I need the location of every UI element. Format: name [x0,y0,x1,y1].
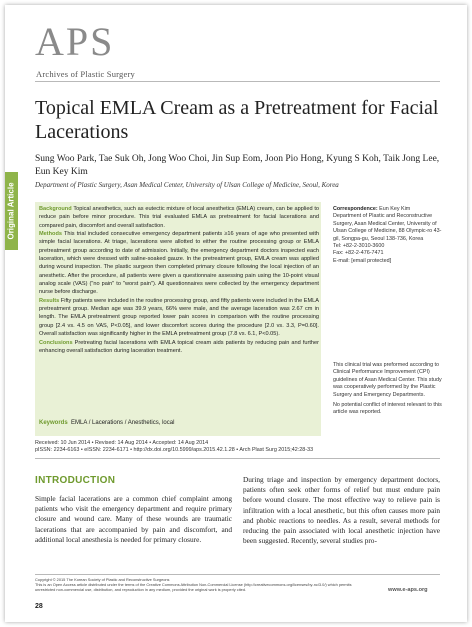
abstract-background-text: Topical anesthetics, such as eutectic mixture of local anesthetics (EMLA) cream, can be applied to reduce pain before minor procedure. This trial evaluated EMLA as pretreatment for facial lacerations and compared pain, discomfort and overall satisfaction. [39,206,320,229]
correspondence-name: Eun Key Kim [379,206,411,212]
header-divider [35,81,440,82]
abstract-methods [39,230,319,297]
introduction-column-right: During triage and inspection by emergency department doctors, patients often seek other forms of relief but must endure pain before wound closure. The most effective way to relieve pain is infiltration with a local anesthetic, but this often causes more pain and phobic reactions to needles. As a result, several methods for reducing the pain associated with local anesthetic injection have been suggested. Recently, several studies pro- [243,475,440,546]
abstract-conclusions-text: Pretreating facial lacerations with EMLA topical cream aids patients by reducing pain and further enhancing overall satisfaction during laceration treatment. [39,339,319,354]
correspondence-heading: Correspondence: [333,206,378,212]
keywords [39,420,319,426]
abstract-conclusions-heading: Conclusions [39,339,73,346]
page-number: 28 [35,603,43,610]
author-list: Sung Woo Park, Tae Suk Oh, Jong Woo Choi, Jin Sup Eom, Joon Pio Hong, Kyung S Koh, Taik Jong Lee, Eun Key Kim [35,154,440,177]
conflict-note: No potential conflict of interest relevant to this article was reported. [333,402,442,416]
article-title: Topical EMLA Cream as a Pretreatment for Facial Lacerations [35,97,439,143]
journal-logo: APS [35,19,115,64]
abstract-background-heading: Background [39,206,72,212]
journal-url-link[interactable]: www.e-aps.org [388,587,428,593]
footer-divider [35,574,440,575]
correspondence-tel: Tel: +82-2-3010-3600 [333,243,385,250]
license-text: This is an Open Access article distributed under the terms of the Creative Commons Attribution Non-Commercial License (http://creativecommons.org/licenses/by-nc/3.0/) which permits unrestricted non-commercial use, distribution, and reproduction in any medium, provided the original work is properly cited. [35,582,352,592]
introduction-column-left: Simple facial lacerations are a common chief complaint among patients who visit the emergency department and require primary closure and wound care. Many of these wounds are traumatic lacerations that are accompanied by pain and discomfort, and additional local anesthesia is needed for primary closure. [35,494,232,544]
trial-note: This clinical trial was preformed according to Clinical Performance Improvement (CPI) guidelines of Asan Medical Center. This study was cooperatively performed by the Plastic Surgery and Emergency Departments. [333,362,442,398]
abstract-results-text: Fifty patients were included in the routine processing group, and fifty patients were included in the EMLA pretreatment group. Median age was 39.9 years, 66% were male, and the average laceration was 2.67 cm in length. The EMLA pretreatment group reported lower pain scores in comparison with the routine processing group [2.4 vs. 4.5 on VAS, P<0.05], and lower discomfort scores during the procedure [2.0 vs. 3.3, P=0.60]. Overall satisfaction was significantly higher in the EMLA pretreatment group (7.8 vs. 6.1, P<0.05). [39,297,319,338]
abstract-methods-text: This trial included consecutive emergency department patients ≥16 years of age who presented with simple facial lacerations. At triage, lacerations were allotted to either the routine processing group or EMLA pretreatment group according to date of admission. Initially, the emergency department doctors inspected each laceration, which were dressed with saline-soaked gauze. In the pretreatment group, EMLA cream was applied during wound inspection. The plastic surgeon then completed primary closure following the local injection of an anesthetic. After the procedure, all patients were given a questionnaire assessing pain using the 10-point visual analog scale (VAS) ("no pain" to "worst pain"). All questionnaires were collected by the emergency department nurse before discharge. [39,231,320,296]
journal-name: Archives of Plastic Surgery [36,69,135,79]
abstract-background [39,205,319,230]
correspondence-address: Department of Plastic and Reconstructive Surgery, Asan Medical Center, University of Ulsan College of Medicine, 88 Olympic-ro 43-gil, Songpa-gu, Seoul 138-736, Korea [333,213,442,242]
correspondence-block [333,206,445,265]
abstract-results [39,297,319,339]
dates-divider [35,458,440,459]
keywords-text: EMLA / Lacerations / Anesthetics, local [71,420,175,426]
author-affiliation: Department of Plastic Surgery, Asan Medical Center, University of Ulsan College of Medicine, Seoul, Korea [35,181,339,189]
abstract-text [39,205,319,355]
footer-license [35,577,365,592]
issn-doi-line[interactable]: pISSN: 2234-6163 • eISSN: 2234-6171 • http://dx.doi.org/10.5999/aps.2015.42.1.28 • Arch Plast Surg 2015;42:28-33 [35,447,314,454]
publication-dates [35,440,445,455]
copyright-line: Copyright © 2015 The Korean Society of Plastic and Reconstructive Surgeons [35,577,170,582]
keywords-heading: Keywords [39,420,68,426]
abstract-conclusions [39,339,319,356]
introduction-heading: INTRODUCTION [35,475,116,486]
abstract-methods-heading: Methods [39,231,62,238]
correspondence-fax: Fax: +82-2-476-7471 [333,250,384,257]
correspondence-email[interactable]: E-mail: [email protected] [333,257,392,264]
article-type-label: Original Article [6,182,16,240]
abstract-results-heading: Results [39,297,60,304]
received-dates: Received: 10 Jun 2014 • Revised: 14 Aug 2014 • Accepted: 14 Aug 2014 [35,440,209,446]
